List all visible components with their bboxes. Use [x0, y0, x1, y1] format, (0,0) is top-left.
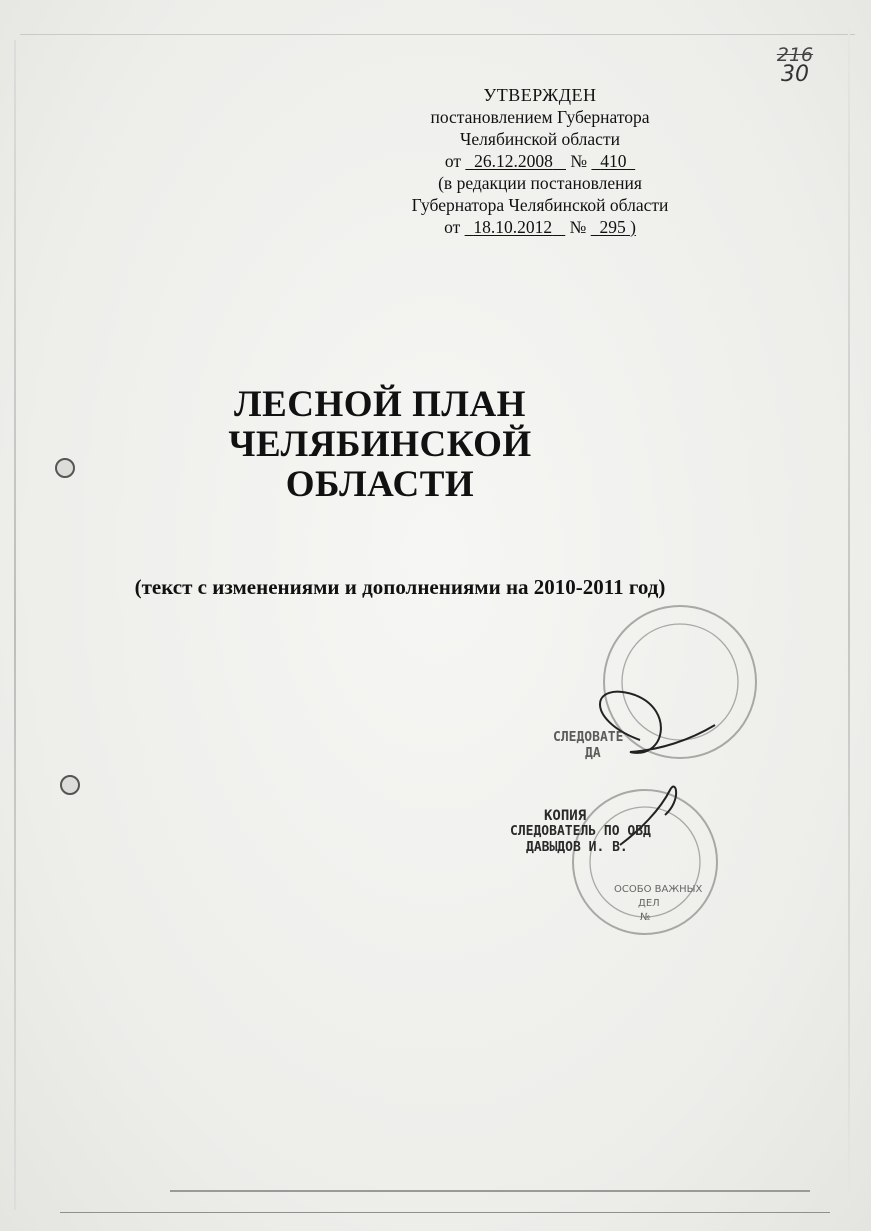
rev-number-sign: №	[569, 217, 587, 237]
seal-stamps-icon	[490, 600, 790, 960]
approval-line-2: Челябинской области	[460, 129, 620, 149]
copy-label: КОПИЯ	[544, 808, 587, 824]
stamp-area	[490, 600, 790, 960]
officer-line: СЛЕДОВАТЕЛЬ ПО ОВД	[510, 824, 651, 839]
current-page-number: 30	[781, 62, 809, 87]
copy-stamp	[510, 808, 651, 856]
approval-number-value: 410	[600, 151, 627, 171]
punch-hole-icon	[60, 775, 80, 795]
seal-text-2: ДЕЛ	[638, 898, 660, 909]
revision-number	[591, 217, 636, 237]
approval-date-line	[380, 150, 700, 172]
scan-edge-top	[20, 34, 855, 35]
document-title	[220, 385, 540, 505]
approval-date	[465, 151, 566, 171]
officer-name: ДАВЫДОВ И. В.	[526, 840, 628, 855]
title-line-1: ЛЕСНОЙ ПЛАН	[234, 384, 526, 425]
seal-text-1: ОСОБО ВАЖНЫХ	[614, 884, 703, 895]
rev-close-paren: )	[630, 217, 636, 237]
approval-line-1: постановлением Губернатора	[430, 107, 650, 127]
revision-date	[465, 217, 566, 237]
punch-hole-icon	[55, 458, 75, 478]
rev-date-prefix: от	[444, 217, 461, 237]
approval-title: УТВЕРЖДЕН	[483, 85, 597, 105]
crossed-page-number: 216	[776, 44, 814, 66]
upper-stamp-line-1: СЛЕДОВАТЕ	[553, 730, 624, 745]
approval-date-value: 26.12.2008	[474, 151, 553, 171]
title-line-2: ЧЕЛЯБИНСКОЙ	[228, 424, 532, 465]
title-line-3: ОБЛАСТИ	[285, 464, 475, 505]
approval-block	[380, 84, 700, 238]
scan-edge-bottom-2	[60, 1212, 830, 1213]
revision-line-1: (в редакции постановления	[438, 173, 642, 193]
date-prefix: от	[444, 151, 461, 171]
revision-number-value: 295	[599, 217, 626, 237]
approval-number	[591, 151, 635, 171]
scan-edge-bottom	[170, 1190, 810, 1192]
scan-edge-right	[848, 28, 850, 1208]
upper-stamp-text	[553, 730, 623, 762]
upper-stamp-line-2: ДА	[585, 746, 601, 761]
document-subtitle: (текст с изменениями и дополнениями на 2010-2011 год)	[134, 575, 666, 599]
handwritten-page-number	[760, 44, 830, 86]
revision-line-2: Губернатора Челябинской области	[411, 195, 669, 215]
seal-text-3: №	[640, 912, 651, 923]
number-sign: №	[570, 151, 588, 171]
revision-date-value: 18.10.2012	[473, 217, 553, 237]
revision-date-line	[380, 216, 700, 238]
scan-edge-left	[14, 40, 16, 1210]
